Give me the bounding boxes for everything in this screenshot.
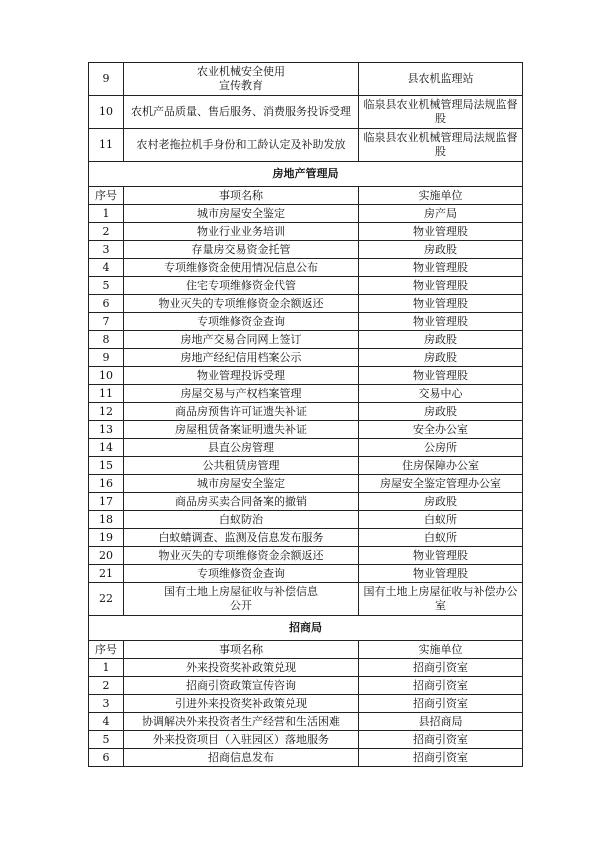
header-item-name: 事项名称 (124, 187, 359, 205)
item-name: 物业管理投诉受理 (124, 367, 359, 385)
column-header-row (89, 187, 523, 205)
item-name: 农村老拖拉机手身份和工龄认定及补助发放 (124, 129, 359, 162)
item-name: 房屋交易与产权档案管理 (124, 385, 359, 403)
item-name: 公共租赁房管理 (124, 457, 359, 475)
implementing-unit: 招商引资室 (359, 695, 523, 713)
item-name: 商品房预售许可证遗失补证 (124, 403, 359, 421)
implementing-unit: 物业管理股 (359, 367, 523, 385)
item-name: 外来投资项目（入驻园区）落地服务 (124, 731, 359, 749)
item-name: 引进外来投资奖补政策兑现 (124, 695, 359, 713)
item-name: 专项维修资金使用情况信息公布 (124, 259, 359, 277)
implementing-unit: 物业管理股 (359, 313, 523, 331)
table-row (89, 421, 523, 439)
item-name: 农业机械安全使用 宣传教育 (124, 63, 359, 96)
implementing-unit: 房政股 (359, 241, 523, 259)
implementing-unit: 白蚁所 (359, 511, 523, 529)
section-header-row (89, 616, 523, 641)
item-name: 住宅专项维修资金代管 (124, 277, 359, 295)
table-row (89, 241, 523, 259)
row-number: 9 (89, 349, 124, 367)
column-header-row (89, 641, 523, 659)
row-number: 4 (89, 259, 124, 277)
row-number: 2 (89, 677, 124, 695)
table-row (89, 695, 523, 713)
implementing-unit: 临泉县农业机械管理局法规监督股 (359, 129, 523, 162)
item-name: 县直公房管理 (124, 439, 359, 457)
table-row (89, 331, 523, 349)
table-row (89, 439, 523, 457)
row-number: 8 (89, 331, 124, 349)
item-name: 商品房买卖合同备案的撤销 (124, 493, 359, 511)
header-implementing-unit: 实施单位 (359, 641, 523, 659)
header-number: 序号 (89, 641, 124, 659)
table-row (89, 259, 523, 277)
row-number: 10 (89, 96, 124, 129)
item-name: 房地产经纪信用档案公示 (124, 349, 359, 367)
item-name: 房地产交易合同网上签订 (124, 331, 359, 349)
row-number: 3 (89, 695, 124, 713)
table-row (89, 511, 523, 529)
section-header-row (89, 162, 523, 187)
implementing-unit: 白蚁所 (359, 529, 523, 547)
table-row (89, 313, 523, 331)
implementing-unit: 国有土地上房屋征收与补偿办公室 (359, 583, 523, 616)
row-number: 22 (89, 583, 124, 616)
implementing-unit: 县招商局 (359, 713, 523, 731)
table-row (89, 367, 523, 385)
item-name: 招商引资政策宣传咨询 (124, 677, 359, 695)
header-number: 序号 (89, 187, 124, 205)
table-row (89, 63, 523, 96)
table-row (89, 277, 523, 295)
row-number: 2 (89, 223, 124, 241)
table-row (89, 547, 523, 565)
item-name: 存量房交易资金托管 (124, 241, 359, 259)
table-row (89, 475, 523, 493)
table-row (89, 749, 523, 767)
item-name: 物业灭失的专项维修资金余额返还 (124, 295, 359, 313)
item-name: 专项维修资金查询 (124, 313, 359, 331)
row-number: 1 (89, 659, 124, 677)
implementing-unit: 物业管理股 (359, 547, 523, 565)
row-number: 5 (89, 277, 124, 295)
table-row (89, 659, 523, 677)
implementing-unit: 房政股 (359, 349, 523, 367)
table-row (89, 96, 523, 129)
row-number: 20 (89, 547, 124, 565)
item-name: 城市房屋安全鉴定 (124, 475, 359, 493)
services-table (88, 62, 523, 767)
table-row (89, 677, 523, 695)
row-number: 19 (89, 529, 124, 547)
table-row (89, 129, 523, 162)
row-number: 6 (89, 295, 124, 313)
implementing-unit: 物业管理股 (359, 295, 523, 313)
services-table-body (89, 63, 523, 767)
item-name: 协调解决外来投资者生产经营和生活困难 (124, 713, 359, 731)
item-name: 白蚁防治 (124, 511, 359, 529)
implementing-unit: 招商引资室 (359, 659, 523, 677)
table-row (89, 713, 523, 731)
row-number: 6 (89, 749, 124, 767)
table-row (89, 403, 523, 421)
implementing-unit: 临泉县农业机械管理局法规监督股 (359, 96, 523, 129)
header-implementing-unit: 实施单位 (359, 187, 523, 205)
item-name: 农机产品质量、售后服务、消费服务投诉受理 (124, 96, 359, 129)
implementing-unit: 住房保障办公室 (359, 457, 523, 475)
row-number: 4 (89, 713, 124, 731)
row-number: 13 (89, 421, 124, 439)
row-number: 14 (89, 439, 124, 457)
implementing-unit: 物业管理股 (359, 259, 523, 277)
section-title: 房地产管理局 (89, 162, 523, 187)
implementing-unit: 房产局 (359, 205, 523, 223)
table-row (89, 457, 523, 475)
implementing-unit: 招商引资室 (359, 731, 523, 749)
row-number: 15 (89, 457, 124, 475)
implementing-unit: 房政股 (359, 403, 523, 421)
row-number: 21 (89, 565, 124, 583)
item-name: 专项维修资金查询 (124, 565, 359, 583)
item-name: 物业灭失的专项维修资金余额返还 (124, 547, 359, 565)
implementing-unit: 物业管理股 (359, 223, 523, 241)
row-number: 16 (89, 475, 124, 493)
table-row (89, 223, 523, 241)
row-number: 9 (89, 63, 124, 96)
item-name: 物业行业业务培训 (124, 223, 359, 241)
item-name: 招商信息发布 (124, 749, 359, 767)
table-row (89, 583, 523, 616)
row-number: 10 (89, 367, 124, 385)
row-number: 11 (89, 129, 124, 162)
table-row (89, 529, 523, 547)
item-name: 房屋租赁备案证明遗失补证 (124, 421, 359, 439)
table-row (89, 493, 523, 511)
row-number: 1 (89, 205, 124, 223)
implementing-unit: 招商引资室 (359, 749, 523, 767)
implementing-unit: 公房所 (359, 439, 523, 457)
item-name: 国有土地上房屋征收与补偿信息 公开 (124, 583, 359, 616)
implementing-unit: 安全办公室 (359, 421, 523, 439)
table-row (89, 349, 523, 367)
table-row (89, 295, 523, 313)
row-number: 18 (89, 511, 124, 529)
row-number: 7 (89, 313, 124, 331)
implementing-unit: 物业管理股 (359, 565, 523, 583)
section-title: 招商局 (89, 616, 523, 641)
implementing-unit: 房政股 (359, 493, 523, 511)
implementing-unit: 物业管理股 (359, 277, 523, 295)
row-number: 5 (89, 731, 124, 749)
implementing-unit: 交易中心 (359, 385, 523, 403)
item-name: 白蚁蜻调查、监测及信息发布服务 (124, 529, 359, 547)
implementing-unit: 招商引资室 (359, 677, 523, 695)
row-number: 3 (89, 241, 124, 259)
item-name: 外来投资奖补政策兑现 (124, 659, 359, 677)
row-number: 17 (89, 493, 124, 511)
implementing-unit: 房政股 (359, 331, 523, 349)
row-number: 11 (89, 385, 124, 403)
row-number: 12 (89, 403, 124, 421)
implementing-unit: 房屋安全鉴定管理办公室 (359, 475, 523, 493)
header-item-name: 事项名称 (124, 641, 359, 659)
implementing-unit: 县农机监理站 (359, 63, 523, 96)
table-row (89, 731, 523, 749)
table-row (89, 385, 523, 403)
item-name: 城市房屋安全鉴定 (124, 205, 359, 223)
table-row (89, 205, 523, 223)
table-row (89, 565, 523, 583)
